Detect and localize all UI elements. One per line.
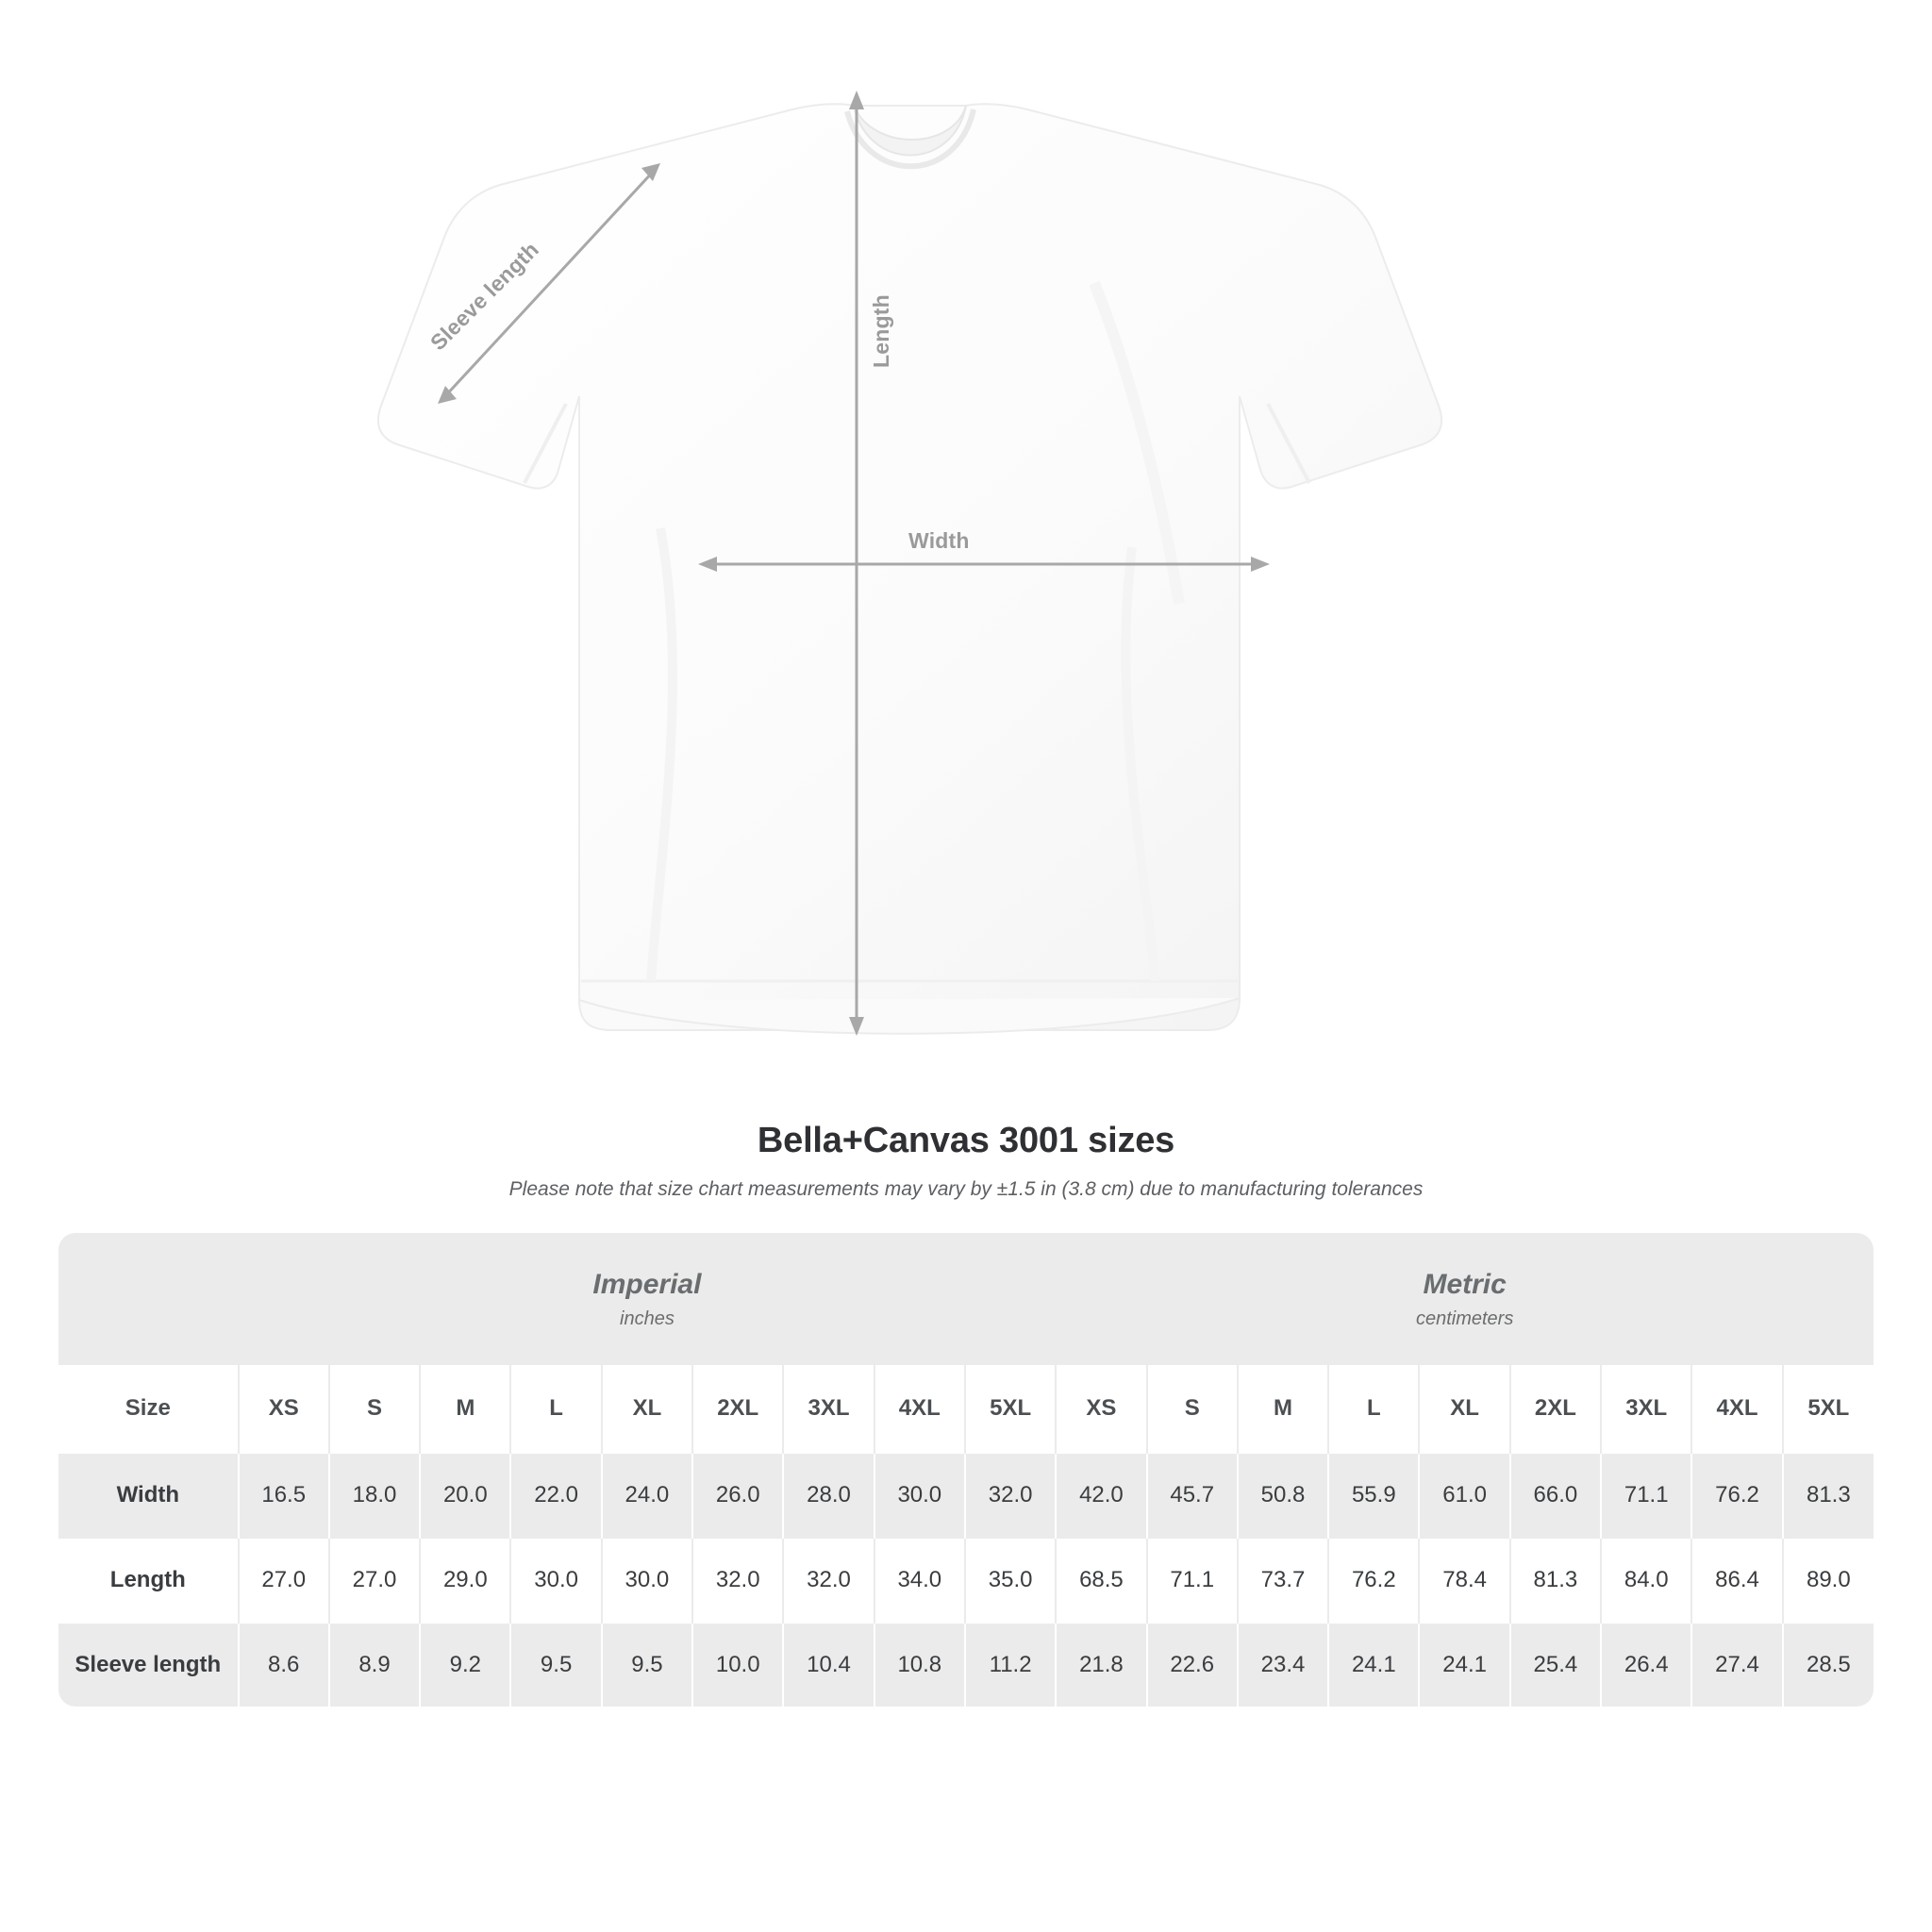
table-row [58, 1453, 1874, 1538]
size-header-cell: M [1238, 1365, 1328, 1453]
cell-width: 18.0 [329, 1453, 420, 1538]
unit-header-row [58, 1233, 1874, 1365]
cell-width: 20.0 [420, 1453, 510, 1538]
cell-length: 30.0 [510, 1538, 601, 1623]
size-header-row [58, 1365, 1874, 1453]
cell-length: 27.0 [239, 1538, 329, 1623]
cell-sleeve-length: 8.6 [239, 1623, 329, 1707]
cell-sleeve-length: 8.9 [329, 1623, 420, 1707]
label-length: Length [869, 294, 893, 368]
unit-header-spacer [58, 1233, 239, 1365]
size-table-container [58, 1233, 1874, 1707]
cell-sleeve-length: 11.2 [965, 1623, 1056, 1707]
cell-length: 84.0 [1601, 1538, 1691, 1623]
cell-width: 45.7 [1147, 1453, 1238, 1538]
cell-width: 81.3 [1783, 1453, 1874, 1538]
size-header-cell: 3XL [1601, 1365, 1691, 1453]
cell-sleeve-length: 24.1 [1419, 1623, 1509, 1707]
cell-width: 22.0 [510, 1453, 601, 1538]
chart-header [0, 1121, 1932, 1201]
row-label-width: Width [58, 1453, 239, 1538]
cell-sleeve-length: 26.4 [1601, 1623, 1691, 1707]
cell-length: 32.0 [783, 1538, 874, 1623]
unit-sub-metric: centimeters [1415, 1307, 1514, 1329]
cell-width: 28.0 [783, 1453, 874, 1538]
cell-width: 66.0 [1510, 1453, 1601, 1538]
cell-width: 24.0 [602, 1453, 692, 1538]
size-header-cell: 5XL [1783, 1365, 1874, 1453]
size-header-cell: 2XL [1510, 1365, 1601, 1453]
size-header-cell: L [510, 1365, 601, 1453]
unit-header-imperial [239, 1233, 1057, 1365]
cell-sleeve-length: 9.5 [510, 1623, 601, 1707]
size-header-cell: 5XL [965, 1365, 1056, 1453]
cell-length: 86.4 [1691, 1538, 1782, 1623]
size-header-cell: 4XL [1691, 1365, 1782, 1453]
label-width: Width [908, 528, 970, 553]
cell-width: 55.9 [1328, 1453, 1419, 1538]
size-header-cell: XL [602, 1365, 692, 1453]
cell-width: 32.0 [965, 1453, 1056, 1538]
cell-sleeve-length: 9.5 [602, 1623, 692, 1707]
cell-length: 81.3 [1510, 1538, 1601, 1623]
cell-length: 34.0 [874, 1538, 965, 1623]
cell-sleeve-length: 10.0 [692, 1623, 783, 1707]
row-label-length: Length [58, 1538, 239, 1623]
cell-width: 61.0 [1419, 1453, 1509, 1538]
size-header-label: Size [58, 1365, 239, 1453]
cell-width: 26.0 [692, 1453, 783, 1538]
cell-length: 27.0 [329, 1538, 420, 1623]
cell-sleeve-length: 10.4 [783, 1623, 874, 1707]
size-header-cell: L [1328, 1365, 1419, 1453]
cell-length: 30.0 [602, 1538, 692, 1623]
cell-width: 76.2 [1691, 1453, 1782, 1538]
cell-sleeve-length: 25.4 [1510, 1623, 1601, 1707]
size-header-cell: 4XL [874, 1365, 965, 1453]
cell-sleeve-length: 22.6 [1147, 1623, 1238, 1707]
cell-sleeve-length: 9.2 [420, 1623, 510, 1707]
tolerance-note: Please note that size chart measurements may vary by ±1.5 in (3.8 cm) due to manufacturing tolerances [508, 1178, 1424, 1200]
cell-length: 89.0 [1783, 1538, 1874, 1623]
cell-width: 30.0 [874, 1453, 965, 1538]
size-header-cell: S [1147, 1365, 1238, 1453]
cell-width: 71.1 [1601, 1453, 1691, 1538]
size-header-cell: 2XL [692, 1365, 783, 1453]
cell-sleeve-length: 28.5 [1783, 1623, 1874, 1707]
cell-sleeve-length: 21.8 [1056, 1623, 1146, 1707]
unit-name-imperial: Imperial [592, 1268, 702, 1300]
cell-sleeve-length: 27.4 [1691, 1623, 1782, 1707]
cell-length: 29.0 [420, 1538, 510, 1623]
size-header-cell: S [329, 1365, 420, 1453]
size-header-cell: XS [239, 1365, 329, 1453]
cell-sleeve-length: 24.1 [1328, 1623, 1419, 1707]
cell-length: 78.4 [1419, 1538, 1509, 1623]
size-header-cell: M [420, 1365, 510, 1453]
cell-length: 68.5 [1056, 1538, 1146, 1623]
cell-sleeve-length: 10.8 [874, 1623, 965, 1707]
cell-length: 73.7 [1238, 1538, 1328, 1623]
row-label-sleeve-length: Sleeve length [58, 1623, 239, 1707]
label-sleeve-length: Sleeve length [425, 237, 543, 356]
table-row [58, 1623, 1874, 1707]
size-table [58, 1233, 1874, 1707]
unit-sub-imperial: inches [620, 1307, 675, 1329]
unit-header-metric [1056, 1233, 1874, 1365]
cell-width: 42.0 [1056, 1453, 1146, 1538]
cell-length: 35.0 [965, 1538, 1056, 1623]
table-row [58, 1538, 1874, 1623]
unit-name-metric: Metric [1423, 1268, 1507, 1300]
cell-length: 71.1 [1147, 1538, 1238, 1623]
size-header-cell: XS [1056, 1365, 1146, 1453]
page-title: Bella+Canvas 3001 sizes [757, 1121, 1175, 1160]
size-header-cell: 3XL [783, 1365, 874, 1453]
cell-length: 76.2 [1328, 1538, 1419, 1623]
cell-sleeve-length: 23.4 [1238, 1623, 1328, 1707]
cell-length: 32.0 [692, 1538, 783, 1623]
cell-width: 16.5 [239, 1453, 329, 1538]
size-header-cell: XL [1419, 1365, 1509, 1453]
cell-width: 50.8 [1238, 1453, 1328, 1538]
